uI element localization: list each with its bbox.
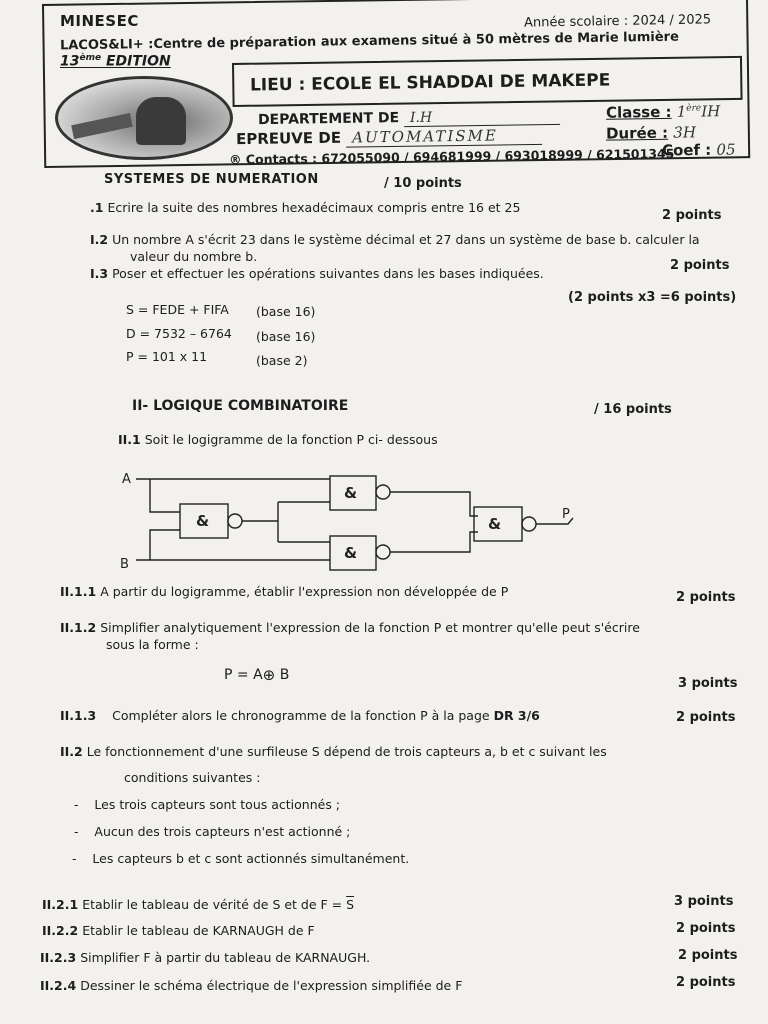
- condition-1-text: Les trois capteurs sont tous actionnés ;: [94, 797, 341, 812]
- q212-text-line1: Simplifier analytiquement l'expression de la fonction P et montrer qu'elle peut s'écrire: [100, 620, 640, 635]
- school-logo: [55, 76, 233, 160]
- wire-a-to-g1: [150, 479, 180, 512]
- q21-number: II.1: [118, 432, 141, 447]
- q21-text: Soit le logigramme de la fonction P ci- dessous: [144, 432, 438, 447]
- department-label: DEPARTEMENT DE: [257, 110, 400, 129]
- q1: [90, 200, 520, 215]
- section2-points: / 16 points: [594, 402, 672, 417]
- condition-2: [74, 824, 350, 839]
- q222-text: Etablir le tableau de KARNAUGH de F: [82, 923, 315, 938]
- wire-g3-out: [390, 532, 478, 552]
- q3-points: (2 points x3 =6 points): [568, 290, 737, 305]
- contacts: ® Contacts : 672055090 / 694681999 / 693018999 / 621501345: [228, 145, 675, 168]
- org-name: MINESEC: [60, 12, 139, 30]
- q22-text-line2: conditions suivantes :: [124, 770, 261, 785]
- edition-sup: ème: [79, 53, 102, 63]
- bullet-icon: -: [74, 797, 79, 812]
- edition-number: 13: [60, 53, 80, 70]
- formula-right: B: [279, 667, 290, 683]
- q212: [60, 620, 640, 635]
- gate-1-bubble: [228, 514, 242, 528]
- logigramme-diagram: [118, 462, 578, 574]
- op-3-expr: P = 101 x 11: [126, 349, 208, 364]
- q224-number: II.2.4: [40, 978, 77, 993]
- q22: [60, 744, 607, 759]
- q213-text: Compléter alors le chronogramme de la fonction P à la page: [112, 708, 490, 723]
- section1-points: / 10 points: [384, 176, 462, 191]
- q1-points: 2 points: [662, 208, 722, 223]
- q224-points: 2 points: [676, 975, 736, 990]
- q221-number: II.2.1: [42, 897, 79, 912]
- classe-sup: ère: [686, 103, 702, 114]
- coef-value: 05: [716, 140, 736, 159]
- q213-points: 2 points: [676, 710, 736, 725]
- q221-text: Etablir le tableau de vérité de S et de F =: [82, 897, 347, 912]
- classe-label: Classe :: [605, 102, 672, 122]
- q211-number: II.1.1: [60, 584, 97, 599]
- q3-text: Poser et effectuer les opérations suivantes dans les bases indiquées.: [112, 266, 544, 281]
- op-1-base: (base 16): [256, 304, 316, 319]
- q224-text: Dessiner le schéma électrique de l'expression simplifiée de F: [80, 978, 463, 993]
- bullet-icon: -: [74, 824, 79, 839]
- condition-2-text: Aucun des trois capteurs n'est actionné ;: [94, 824, 351, 839]
- section1-title: SYSTEMES DE NUMERATION: [104, 172, 319, 187]
- q213-ref: DR 3/6: [493, 708, 540, 723]
- q2-text-line2: valeur du nombre b.: [130, 249, 258, 264]
- q223-number: II.2.3: [40, 950, 77, 965]
- op-2-base: (base 16): [256, 329, 316, 344]
- op-2-expr: D = 7532 – 6764: [126, 326, 232, 341]
- q222-number: II.2.2: [42, 923, 79, 938]
- q211: [60, 584, 508, 599]
- condition-3-text: Les capteurs b et c sont actionnés simultanément.: [92, 851, 410, 866]
- q21: [118, 432, 438, 447]
- formula: [224, 666, 289, 684]
- bullet-icon: -: [72, 851, 77, 866]
- duree: [606, 123, 696, 142]
- wire-b-to-g1: [150, 530, 180, 560]
- q221: [42, 897, 354, 912]
- classe: [606, 102, 721, 122]
- gate-1-symbol: &: [196, 512, 210, 530]
- q223-text: Simplifier F à partir du tableau de KARNAUGH.: [80, 950, 371, 965]
- q213-number: II.1.3: [60, 708, 97, 723]
- q221-overline: $\overline{S}$: [346, 897, 355, 912]
- q3-number: I.3: [90, 266, 109, 281]
- q2-points: 2 points: [670, 258, 730, 273]
- condition-3: [72, 851, 409, 866]
- section2-title: II- LOGIQUE COMBINATOIRE: [132, 398, 349, 414]
- coef: [662, 140, 736, 159]
- wire-g2-out: [390, 492, 478, 516]
- gate-4-symbol: &: [488, 515, 502, 533]
- gate-3-symbol: &: [344, 544, 358, 562]
- q221-points: 3 points: [674, 894, 734, 909]
- duree-value: 3H: [673, 123, 697, 142]
- q211-text: A partir du logigramme, établir l'expression non développée de P: [100, 584, 509, 599]
- classe-suffix: IH: [701, 102, 721, 121]
- diagram-label-p: P: [562, 507, 570, 522]
- q223: [40, 950, 370, 965]
- xor-icon: ⊕: [262, 666, 276, 684]
- edition-word: EDITION: [101, 53, 171, 70]
- diagram-label-b: B: [120, 557, 129, 572]
- gate-3-bubble: [376, 545, 390, 559]
- q223-points: 2 points: [678, 948, 738, 963]
- gate-4-bubble: [522, 517, 536, 531]
- q222-points: 2 points: [676, 921, 736, 936]
- formula-left: P = A: [224, 667, 263, 683]
- q2: [90, 232, 700, 247]
- q212-points: 3 points: [678, 676, 738, 691]
- op-3-base: (base 2): [256, 353, 308, 368]
- epreuve-value: AUTOMATISME: [346, 126, 542, 148]
- department-value: I.H: [404, 108, 560, 127]
- school-year: Année scolaire : 2024 / 2025: [523, 12, 712, 31]
- coef-label: Coef :: [661, 140, 712, 160]
- q2-text-line1: Un nombre A s'écrit 23 dans le système décimal et 27 dans un système de base b. calculer la: [112, 232, 700, 247]
- epreuve-label: EPREUVE DE: [235, 128, 342, 149]
- q222: [42, 923, 315, 938]
- q1-number: .1: [90, 200, 104, 215]
- lieu-title: LIEU : ECOLE EL SHADDAI DE MAKEPE: [249, 70, 611, 96]
- q2-number: I.2: [90, 232, 109, 247]
- q1-text: Ecrire la suite des nombres hexadécimaux compris entre 16 et 25: [107, 200, 521, 215]
- center-line: LACOS&LI+ :Centre de préparation aux examens situé à 50 mètres de Marie lumière: [59, 29, 679, 54]
- q22-text-line1: Le fonctionnement d'une surfileuse S dépend de trois capteurs a, b et c suivant les: [86, 744, 607, 759]
- op-1-expr: S = FEDE + FIFA: [126, 302, 229, 317]
- q211-points: 2 points: [676, 590, 736, 605]
- q224: [40, 978, 462, 993]
- gate-2-bubble: [376, 485, 390, 499]
- q3: [90, 266, 544, 281]
- q22-number: II.2: [60, 744, 83, 759]
- duree-label: Durée :: [605, 123, 669, 143]
- gate-2-symbol: &: [344, 484, 358, 502]
- q212-number: II.1.2: [60, 620, 97, 635]
- diagram-label-a: A: [122, 472, 131, 487]
- q212-text-line2: sous la forme :: [106, 637, 199, 652]
- edition: [60, 53, 171, 70]
- classe-value: 1: [676, 102, 687, 121]
- q213: [60, 708, 540, 723]
- condition-1: [74, 797, 340, 812]
